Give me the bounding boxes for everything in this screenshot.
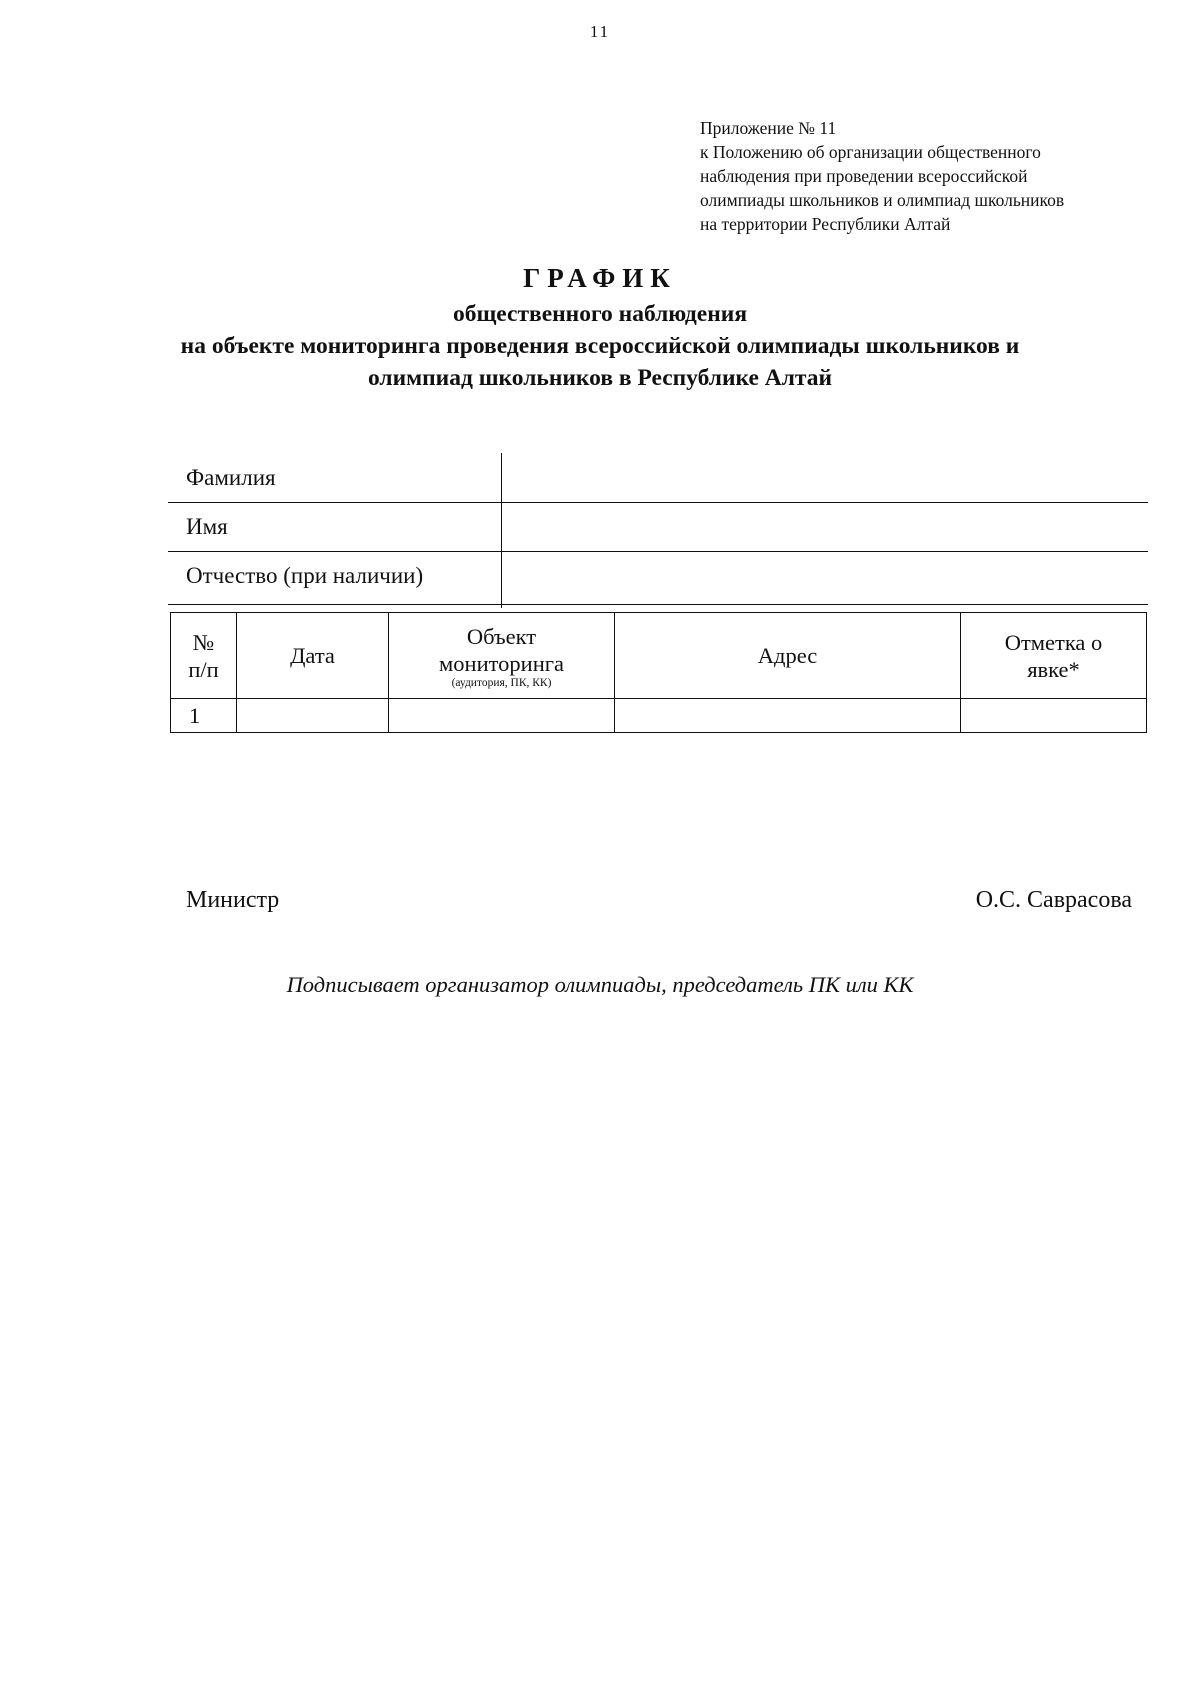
first-name-label: Имя — [186, 514, 228, 539]
cell-address — [615, 699, 961, 733]
cell-number: 1 — [171, 699, 237, 733]
footnote: Подписывает организатор олимпиады, председатель ПК или КК — [286, 972, 914, 997]
header-object-note: (аудитория, ПК, КК) — [451, 676, 552, 689]
last-name-row — [168, 453, 1148, 502]
title-main: ГРАФИК — [523, 263, 677, 293]
form-line — [501, 502, 1148, 503]
form-line — [168, 502, 501, 503]
table-header-row — [171, 613, 1147, 699]
table-row — [171, 699, 1147, 733]
cell-object — [389, 699, 615, 733]
last-name-label: Фамилия — [186, 465, 276, 490]
schedule-table — [170, 612, 1147, 733]
form-line — [168, 604, 1148, 605]
header-date: Дата — [237, 613, 389, 699]
signatory-name: О.С. Саврасова — [975, 887, 1132, 913]
header-object: Объект мониторинга (аудитория, ПК, КК) — [389, 613, 615, 699]
title-line-1: общественного наблюдения — [452, 301, 748, 327]
appendix-line: наблюдения при проведении всероссийской — [700, 166, 1028, 186]
form-line — [501, 551, 1148, 552]
form-divider — [501, 453, 502, 608]
first-name-row — [168, 502, 1148, 551]
cell-attendance-mark — [961, 699, 1147, 733]
title-line-3: олимпиад школьников в Республике Алтай — [367, 365, 833, 391]
patronymic-row — [168, 551, 1148, 600]
observer-info-form — [168, 453, 1148, 608]
appendix-line: олимпиады школьников и олимпиад школьников — [700, 190, 1065, 210]
header-attendance-mark: Отметка о явке* — [961, 613, 1147, 699]
signatory-position: Министр — [186, 887, 280, 913]
appendix-header — [700, 116, 1140, 236]
header-address: Адрес — [615, 613, 961, 699]
form-line — [168, 551, 501, 552]
appendix-line: Приложение № 11 — [700, 118, 837, 138]
cell-date — [237, 699, 389, 733]
header-number: № п/п — [171, 613, 237, 699]
document-title — [0, 258, 1200, 394]
page-number: 11 — [589, 22, 611, 41]
title-line-2: на объекте мониторинга проведения всероссийской олимпиады школьников и — [180, 333, 1020, 359]
appendix-line: на территории Республики Алтай — [700, 214, 951, 234]
patronymic-label: Отчество (при наличии) — [186, 563, 424, 588]
appendix-line: к Положению об организации общественного — [700, 142, 1041, 162]
